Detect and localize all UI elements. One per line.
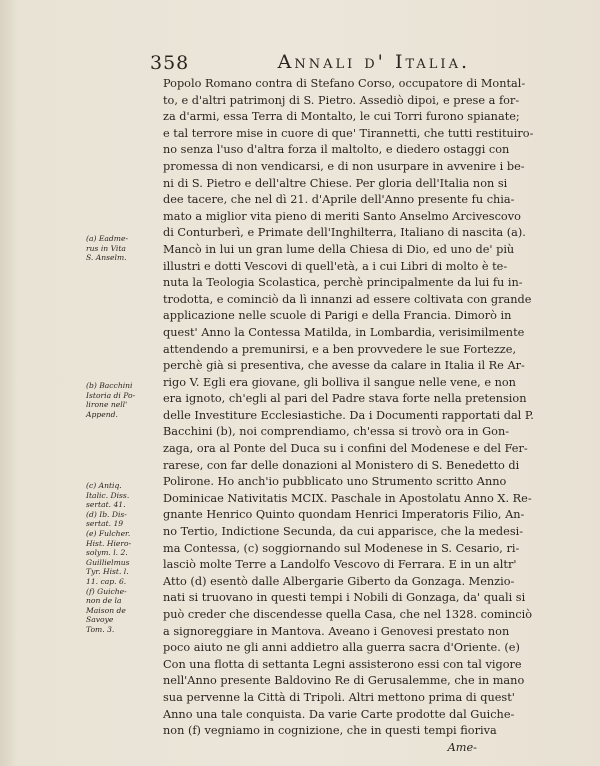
text-line: nuta la Teologia Scolastica, perchè principalmente da lui fu in- — [163, 276, 523, 290]
text-line: nati si truovano in questi tempi i Nobili di Gonzaga, da' quali si — [163, 591, 526, 605]
page-header — [150, 50, 470, 74]
text-line: nell'Anno presente Baldovino Re di Gerusalemme, che in mano — [163, 674, 525, 688]
text-line: Anno una tale conquista. Da varie Carte prodotte dal Guiche- — [163, 707, 515, 721]
text-line: attendendo a premunirsi, e a ben provvedere le sue Fortezze, — [163, 342, 517, 356]
text-line: era ignoto, ch'egli al pari del Padre stava forte nella pretension — [163, 392, 527, 406]
text-line: Atto (d) esentò dalle Albergarie Giberto da Gonzaga. Menzio- — [163, 574, 515, 588]
note-line: non de la — [86, 596, 122, 606]
note-line: Maison de — [86, 605, 126, 615]
text-line: promessa di non vendicarsi, e di non usurpare in avvenire i be- — [163, 159, 525, 173]
body-text — [163, 76, 534, 756]
text-line: trodotta, e cominciò da lì innanzi ad essere coltivata con grande — [163, 292, 532, 306]
note-line: Tyr. Hist. l. — [86, 567, 129, 577]
text-line: quest' Anno la Contessa Matilda, in Lombardia, verisimilmente — [163, 325, 525, 339]
text-line: gnante Henrico Quinto quondam Henrici Imperatoris Filio, An- — [163, 508, 525, 522]
text-line: a signoreggiare in Mantova. Aveano i Genovesi prestato non — [163, 624, 510, 638]
text-line: e tal terrore mise in cuore di que' Tirannetti, che tutti restituiro- — [163, 126, 534, 140]
text-line: delle Investiture Ecclesiastiche. Da i Documenti rapportati dal P. — [163, 408, 534, 422]
note-line: sertat. 19 — [86, 519, 124, 529]
text-line: ni di S. Pietro e dell'altre Chiese. Per gloria dell'Italia non si — [163, 176, 508, 190]
note-line: (e) Fulcher. — [86, 528, 131, 538]
page-number: 358 — [150, 52, 190, 74]
note-line: solym. l. 2. — [86, 548, 128, 558]
note-line: S. Anselm. — [86, 253, 127, 263]
note-line: Savoye — [86, 615, 114, 625]
text-line: illustri e dotti Vescovi di quell'età, a i cui Libri di molto è te- — [163, 259, 508, 273]
note-line: (f) Guiche- — [86, 586, 127, 596]
text-line: può creder che discendesse quella Casa, che nel 1328. cominciò — [163, 608, 533, 621]
text-line: Polirone. Ho anch'io pubblicato uno Strumento scritto Anno — [163, 475, 507, 489]
note-line: (c) Antiq. — [86, 481, 122, 490]
note-line: Italic. Diss. — [86, 490, 130, 500]
text-line: rigo V. Egli era giovane, gli bolliva il sangue nelle vene, e non — [163, 375, 516, 389]
text-line: za d'armi, essa Terra di Montalto, le cui Torri furono spianate; — [163, 110, 520, 124]
marginal-note-a — [86, 234, 162, 263]
text-line: mato a miglior vita pieno di meriti Santo Anselmo Arcivescovo — [163, 209, 521, 223]
text-line: Dominicae Nativitatis MCIX. Paschale in Apostolatu Anno X. Re- — [163, 491, 532, 505]
note-line: (d) Ib. Dis- — [86, 509, 127, 519]
text-line: perchè già si presentiva, che avesse da calare in Italia il Re Ar- — [163, 359, 525, 373]
text-line: ma Contessa, (c) soggiornando sul Modenese in S. Cesario, ri- — [163, 541, 520, 555]
text-line: no Tertio, Indictione Secunda, da cui apparisce, che la medesi- — [163, 525, 524, 539]
note-line: lirone nell' — [86, 400, 128, 410]
text-line: to, e d'altri patrimonj di S. Pietro. Assediò dipoi, e prese a for- — [163, 93, 520, 107]
running-title: Annali d' Italia. — [277, 51, 470, 73]
note-line: Guillielmus — [86, 557, 130, 567]
note-line: 11. cap. 6. — [86, 576, 127, 586]
text-line: Con una flotta di settanta Legni assisterono essi con tal vigore — [163, 657, 522, 671]
text-line: Bacchini (b), noi comprendiamo, ch'essa si trovò ora in Gon- — [163, 425, 510, 439]
note-line: Tom. 3. — [86, 624, 115, 634]
text-line: no senza l'uso d'altra forza il maltolto, e diedero ostaggi con — [163, 143, 510, 157]
text-line: zaga, ora al Ponte del Duca su i confini del Modenese e del Fer- — [163, 442, 528, 456]
text-line: non (f) vegniamo in cognizione, che in questi tempi fioriva — [163, 724, 497, 738]
text-line: rarese, con far delle donazioni al Monistero di S. Benedetto di — [163, 458, 520, 472]
text-line: di Conturberì, e Primate dell'Inghilterra, Italiano di nascita (a). — [163, 226, 526, 240]
catchword: Ame- — [447, 740, 477, 754]
marginal-note-b — [86, 381, 162, 419]
text-line: applicazione nelle scuole di Parigi e della Francia. Dimorò in — [163, 309, 512, 323]
note-line: (b) Bacchini — [86, 381, 133, 390]
note-line: rus in Vita — [86, 243, 126, 253]
note-line: Istoria di Po- — [86, 390, 136, 400]
text-line: Mancò in lui un gran lume della Chiesa di Dio, ed uno de' più — [163, 242, 515, 256]
text-line: poco aiuto ne gli anni addietro alla guerra sacra d'Oriente. (e) — [163, 641, 520, 655]
text-line: lasciò molte Terre a Landolfo Vescovo di Ferrara. E in un altr' — [163, 558, 517, 572]
note-line: Hist. Hiero- — [86, 538, 132, 548]
marginal-notes-c-to-f — [86, 481, 162, 635]
note-line: (a) Eadme- — [86, 234, 129, 243]
text-line: Popolo Romano contra di Stefano Corso, occupatore di Montal- — [163, 77, 526, 90]
note-line: Append. — [86, 409, 118, 419]
text-line: dee tacere, che nel dì 21. d'Aprile dell'Anno presente fu chia- — [163, 193, 515, 207]
note-line: sertat. 41. — [86, 500, 126, 510]
text-line: sua pervenne la Città di Tripoli. Altri mettono prima di quest' — [163, 690, 515, 704]
